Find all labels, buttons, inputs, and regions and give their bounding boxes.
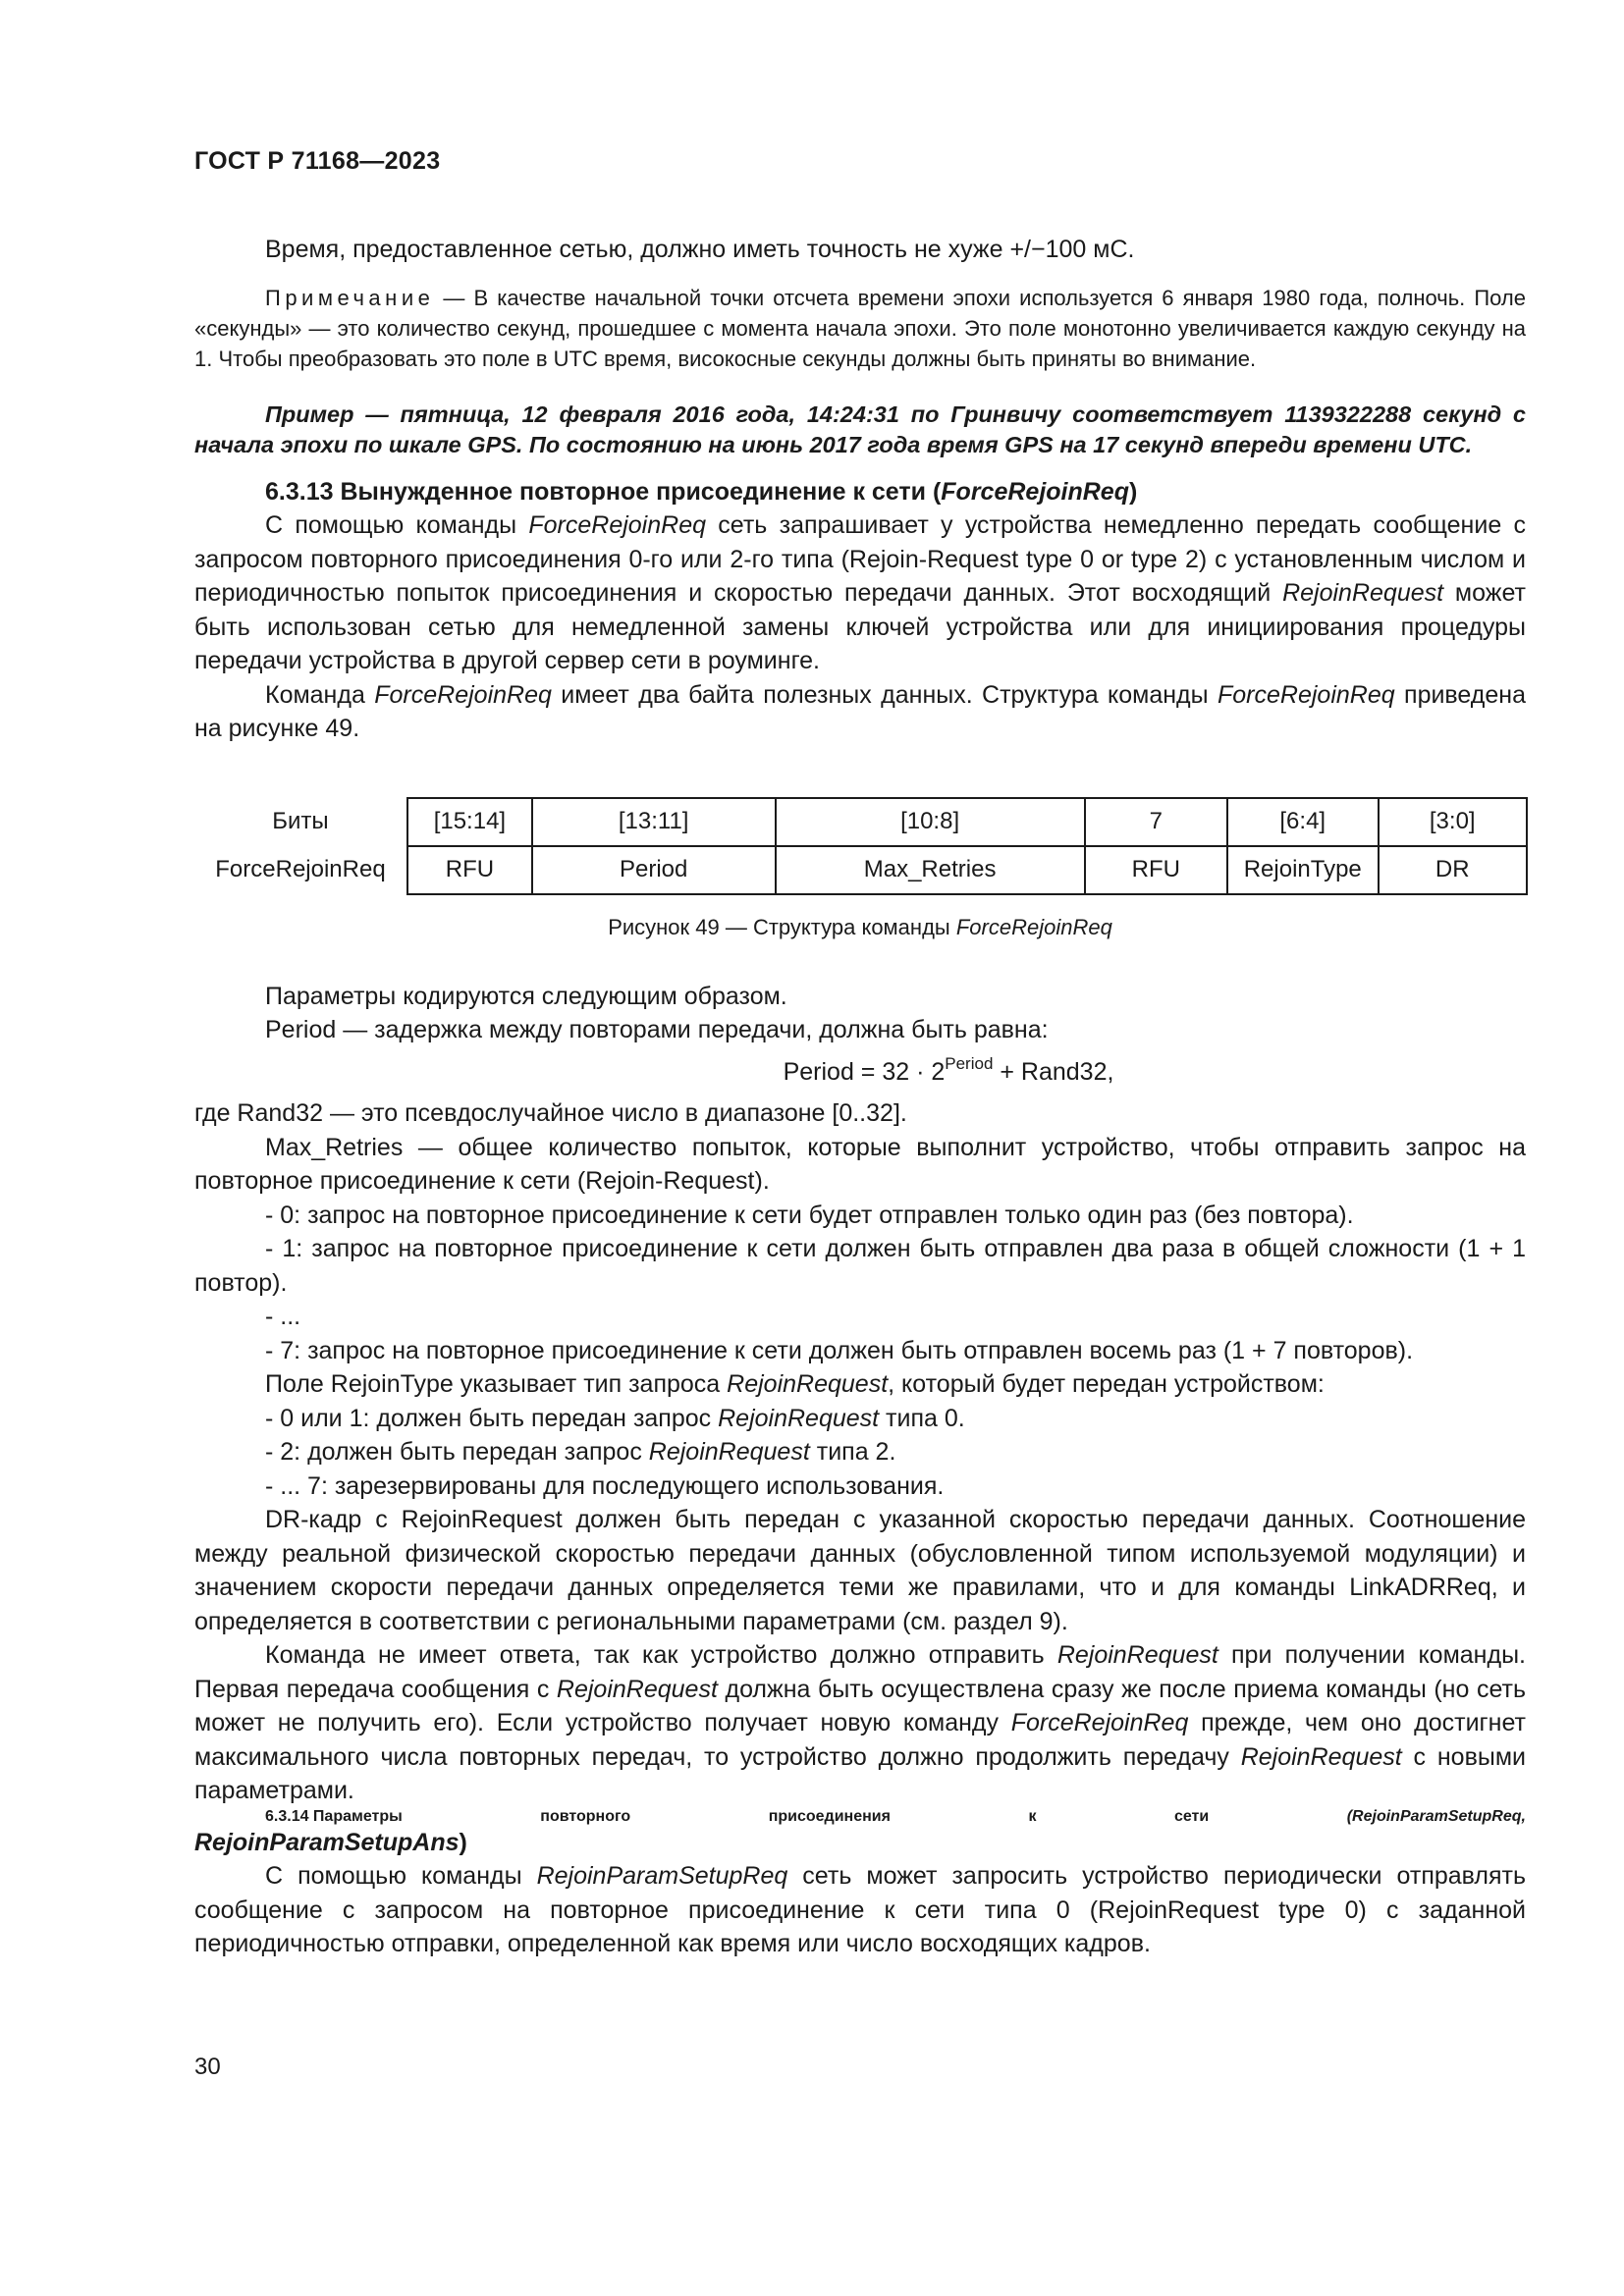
command-name: RejoinRequest [556, 1675, 718, 1703]
text: может быть использован сетью для немедленной замены ключей устройства или для инициирования процедуры передачи устройства в другой сервер сети в роуминге. [194, 579, 1526, 674]
list-item: - 1: запрос на повторное присоединение к сети должен быть отправлен два раза в общей сложности (1 + 1 повтор). [194, 1235, 1526, 1297]
section-heading-6-3-13 [194, 475, 1526, 509]
list-item: - ... [265, 1303, 301, 1330]
heading-command: ForceRejoinReq [941, 477, 1129, 506]
heading-word: повторного [540, 1807, 631, 1825]
heading-word: к [1028, 1807, 1037, 1825]
heading-command: RejoinParamSetupAns [194, 1828, 460, 1856]
table-cell: 7 [1085, 798, 1227, 846]
text: типа 2. [809, 1438, 896, 1466]
table-cell: [3:0] [1379, 798, 1528, 846]
paragraph-rand32: где Rand32 — это псевдослучайное число в диапазоне [0..32]. [194, 1099, 907, 1127]
formula-period [194, 1055, 1526, 1090]
table-cell: RFU [407, 846, 532, 894]
list-item: - ... 7: зарезервированы для последующего использования. [265, 1471, 945, 1500]
text: Команда не имеет ответа, так как устройство должно отправить [265, 1641, 1057, 1669]
table-row [194, 846, 1527, 894]
paragraph-dr: DR-кадр с RejoinRequest должен быть передан с указанной скоростью передачи данных. Соотношение между реальной физической скоростью передачи данных (обусловленной типом используемой модуляции) и значением скорости передачи данных определяется теми же правилами, что и для команды LinkADRReq, и определяется в соответствии с региональными параметрами (см. раздел 9). [194, 1506, 1526, 1635]
table-cell: [6:4] [1227, 798, 1379, 846]
command-name: RejoinRequest [718, 1404, 880, 1432]
text: сеть может запросить устройство периодически отправлять сообщение с запросом на повторное присоединение к сети типа 0 (RejoinRequest type 0) с заданной периодичностью отправки, определенной как время или число восходящих кадров. [194, 1862, 1526, 1957]
formula-exponent: Period [945, 1053, 994, 1073]
list-item: - 7: запрос на повторное присоединение к сети должен быть отправлен восемь раз (1 + 7 повторов). [265, 1336, 1414, 1364]
text: приведена на рисунке 49. [194, 680, 1526, 742]
section-heading-6-3-14 [194, 1808, 1526, 1826]
figure-49-table [194, 797, 1528, 895]
paragraph-rejoin-type [194, 1367, 1526, 1402]
heading-word: 6.3.14 Параметры [265, 1807, 403, 1825]
heading-command: (RejoinParamSetupReq, [1346, 1807, 1526, 1825]
paragraph-force-rejoin-2 [194, 678, 1526, 746]
text: Команда [265, 680, 375, 709]
document-page [194, 147, 1526, 1961]
text: С помощью команды [265, 511, 529, 539]
table-cell: ForceRejoinReq [194, 846, 407, 894]
table-cell: [13:11] [532, 798, 776, 846]
heading-close: ) [459, 1828, 467, 1856]
text: , который будет передан устройством: [888, 1370, 1325, 1398]
document-header: ГОСТ Р 71168—2023 [194, 147, 441, 175]
table-cell: [15:14] [407, 798, 532, 846]
text: при получении команды. Первая передача сообщения с [194, 1641, 1526, 1703]
command-name: RejoinRequest [1282, 579, 1444, 607]
command-name: RejoinParamSetupReq [536, 1862, 788, 1890]
command-name: RejoinRequest [1240, 1742, 1402, 1771]
table-cell: DR [1379, 846, 1528, 894]
table-cell: Max_Retries [776, 846, 1085, 894]
table-cell: RFU [1085, 846, 1227, 894]
paragraph-force-rejoin-1 [194, 508, 1526, 678]
page-number: 30 [194, 2054, 221, 2080]
command-name: ForceRejoinReq [1010, 1709, 1189, 1736]
text: с новыми параметрами. [194, 1742, 1526, 1804]
heading-text: 6.3.13 Вынужденное повторное присоединение к сети ( [265, 477, 942, 506]
note-text: — В качестве начальной точки отсчета времени эпохи используется 6 января 1980 года, полночь. Поле «секунды» — это количество секунд, прошедшее с момента начала эпохи. Это поле монотонно увеличивается каждую секунду на 1. Чтобы преобразовать это поле в UTC время, високосные секунды должны быть приняты во внимание. [194, 285, 1526, 371]
table-cell: Биты [194, 798, 407, 846]
text: типа 0. [879, 1404, 965, 1432]
text: имеет два байта полезных данных. Структура команды [551, 680, 1218, 709]
command-name: ForceRejoinReq [1218, 680, 1395, 709]
heading-word: сети [1173, 1807, 1210, 1825]
text: должна быть осуществлена сразу же после приема команды (но сеть может не получить его). Если устройство получает новую команду [194, 1675, 1526, 1736]
caption-text: Рисунок 49 — Структура команды [608, 914, 956, 939]
paragraph-period: Period — задержка между повторами передачи, должна быть равна: [265, 1016, 1049, 1043]
command-name: ForceRejoinReq [528, 511, 706, 539]
command-name: ForceRejoinReq [374, 680, 552, 709]
list-item [194, 1435, 1526, 1469]
heading-word: присоединения [768, 1807, 891, 1825]
paragraph-max-retries: Max_Retries — общее количество попыток, которые выполнит устройство, чтобы отправить запрос на повторное присоединение к сети (Rejoin-Request). [194, 1133, 1526, 1195]
list-item: - 0: запрос на повторное присоединение к сети будет отправлен только один раз (без повтора). [265, 1201, 1354, 1229]
caption-command: ForceRejoinReq [955, 914, 1112, 939]
table-cell: Period [532, 846, 776, 894]
text: прежде, чем оно достигнет максимального числа повторных передач, то устройство должно продолжить передачу [194, 1709, 1527, 1771]
text: - 0 или 1: должен быть передан запрос [265, 1404, 719, 1432]
paragraph-no-answer [194, 1638, 1526, 1808]
table-cell: RejoinType [1227, 846, 1379, 894]
paragraph-rejoin-param-setup [194, 1859, 1526, 1961]
command-name: RejoinRequest [1056, 1641, 1218, 1669]
note [194, 283, 1526, 374]
heading-close: ) [1128, 477, 1138, 506]
command-name: RejoinRequest [727, 1370, 889, 1398]
figure-caption [194, 915, 1526, 940]
list-item [194, 1402, 1526, 1436]
table-row [194, 798, 1527, 846]
text: Поле RejoinType указывает тип запроса [265, 1370, 728, 1398]
note-label: Примечание [265, 285, 435, 310]
paragraph-params-intro: Параметры кодируются следующим образом. [265, 982, 787, 1010]
example: Пример — пятница, 12 февраля 2016 года, 14:24:31 по Гринвичу соответствует 1139322288 секунд с начала эпохи по шкале GPS. По состоянию на июнь 2017 года время GPS на 17 секунд впереди времени UTC. [194, 400, 1526, 457]
formula-text: + Rand32, [993, 1057, 1114, 1086]
command-name: RejoinRequest [648, 1438, 810, 1466]
table-cell: [10:8] [776, 798, 1085, 846]
text: - 2: должен быть передан запрос [265, 1438, 649, 1466]
text: сеть запрашивает у устройства немедленно передать сообщение с запросом повторного присоединения 0-го или 2-го типа (Rejoin-Request type 0 or type 2) с установленным числом и периодичностью попыток присоединения и скоростью передачи данных. Этот восходящий [194, 511, 1527, 607]
section-heading-6-3-14-cont [194, 1826, 1526, 1860]
text: С помощью команды [265, 1862, 537, 1890]
formula-text: Period = 32 · 2 [783, 1057, 946, 1086]
paragraph-accuracy: Время, предоставленное сетью, должно иметь точность не хуже +/−100 мС. [265, 236, 1135, 263]
